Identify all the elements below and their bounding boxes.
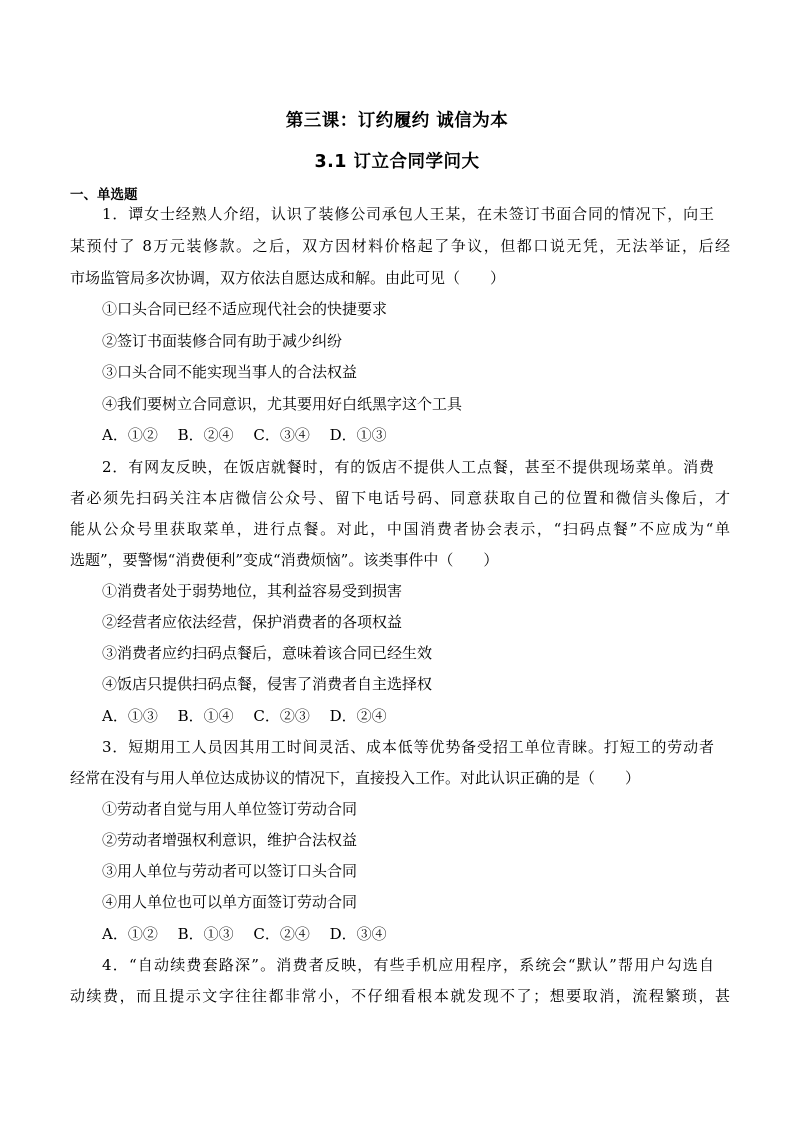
question-4-line: 4．“自动续费套路深”。消费者反映，有些手机应用程序，系统会“默认”帮用户勾选自 [102, 956, 714, 974]
question-1-statement: ③口头合同不能实现当事人的合法权益 [102, 363, 358, 381]
question-2-statement: ③消费者应约扫码点餐后，意味着该合同已经生效 [102, 644, 433, 662]
lesson-title: 第三课：订约履约 诚信为本 [285, 111, 509, 131]
section-heading: 一、单选题 [70, 187, 138, 203]
question-1-line: 某预付了 8万元装修款。之后，双方因材料价格起了争议，但都口说无凭，无法举证，后经 [70, 237, 730, 255]
question-2-statement: ①消费者处于弱势地位，其利益容易受到损害 [102, 582, 403, 600]
question-3-statement: ③用人单位与劳动者可以签订口头合同 [102, 862, 358, 880]
question-4-line: 动续费，而且提示文字往往都非常小，不仔细看根本就发现不了；想要取消，流程繁琐，甚 [70, 987, 730, 1005]
question-3-statement: ④用人单位也可以单方面签订劳动合同 [102, 893, 358, 911]
question-2-choices: A．①③ B．①④ C．②③ D．②④ [102, 707, 387, 725]
question-1-choices: A．①② B．②④ C．③④ D．①③ [102, 426, 387, 444]
question-1-statement: ④我们要树立合同意识，尤其要用好白纸黑字这个工具 [102, 395, 463, 413]
question-3-choices: A．①② B．①③ C．②④ D．③④ [102, 925, 387, 943]
question-2-line: 选题”，要警惕“消费便利”变成“消费烦恼”。该类事件中（ ） [70, 551, 499, 569]
question-2-statement: ②经营者应依法经营，保护消费者的各项权益 [102, 613, 403, 631]
question-1-line: 市场监管局多次协调，双方依法自愿达成和解。由此可见（ ） [70, 269, 506, 287]
question-1-line: 1．谭女士经熟人介绍，认识了装修公司承包人王某，在未签订书面合同的情况下，向王 [102, 205, 714, 223]
question-3-line: 3．短期用工人员因其用工时间灵活、成本低等优势备受招工单位青睐。打短工的劳动者 [102, 738, 714, 756]
question-2-line: 者必须先扫码关注本店微信公众号、留下电话号码、同意获取自己的位置和微信头像后，才 [70, 489, 730, 507]
question-1-statement: ①口头合同已经不适应现代社会的快捷要求 [102, 300, 388, 318]
question-2-line: 2．有网友反映，在饭店就餐时，有的饭店不提供人工点餐，甚至不提供现场菜单。消费 [102, 458, 714, 476]
question-3-statement: ①劳动者自觉与用人单位签订劳动合同 [102, 800, 358, 818]
question-1-statement: ②签订书面装修合同有助于减少纠纷 [102, 332, 343, 350]
lesson-subtitle: 3.1 订立合同学问大 [314, 152, 480, 172]
question-2-statement: ④饭店只提供扫码点餐，侵害了消费者自主选择权 [102, 675, 433, 693]
question-3-statement: ②劳动者增强权利意识，维护合法权益 [102, 831, 358, 849]
question-3-line: 经常在没有与用人单位达成协议的情况下，直接投入工作。对此认识正确的是（ ） [70, 769, 641, 787]
question-2-line: 能从公众号里获取菜单，进行点餐。对此，中国消费者协会表示，“扫码点餐”不应成为“单 [70, 520, 730, 538]
